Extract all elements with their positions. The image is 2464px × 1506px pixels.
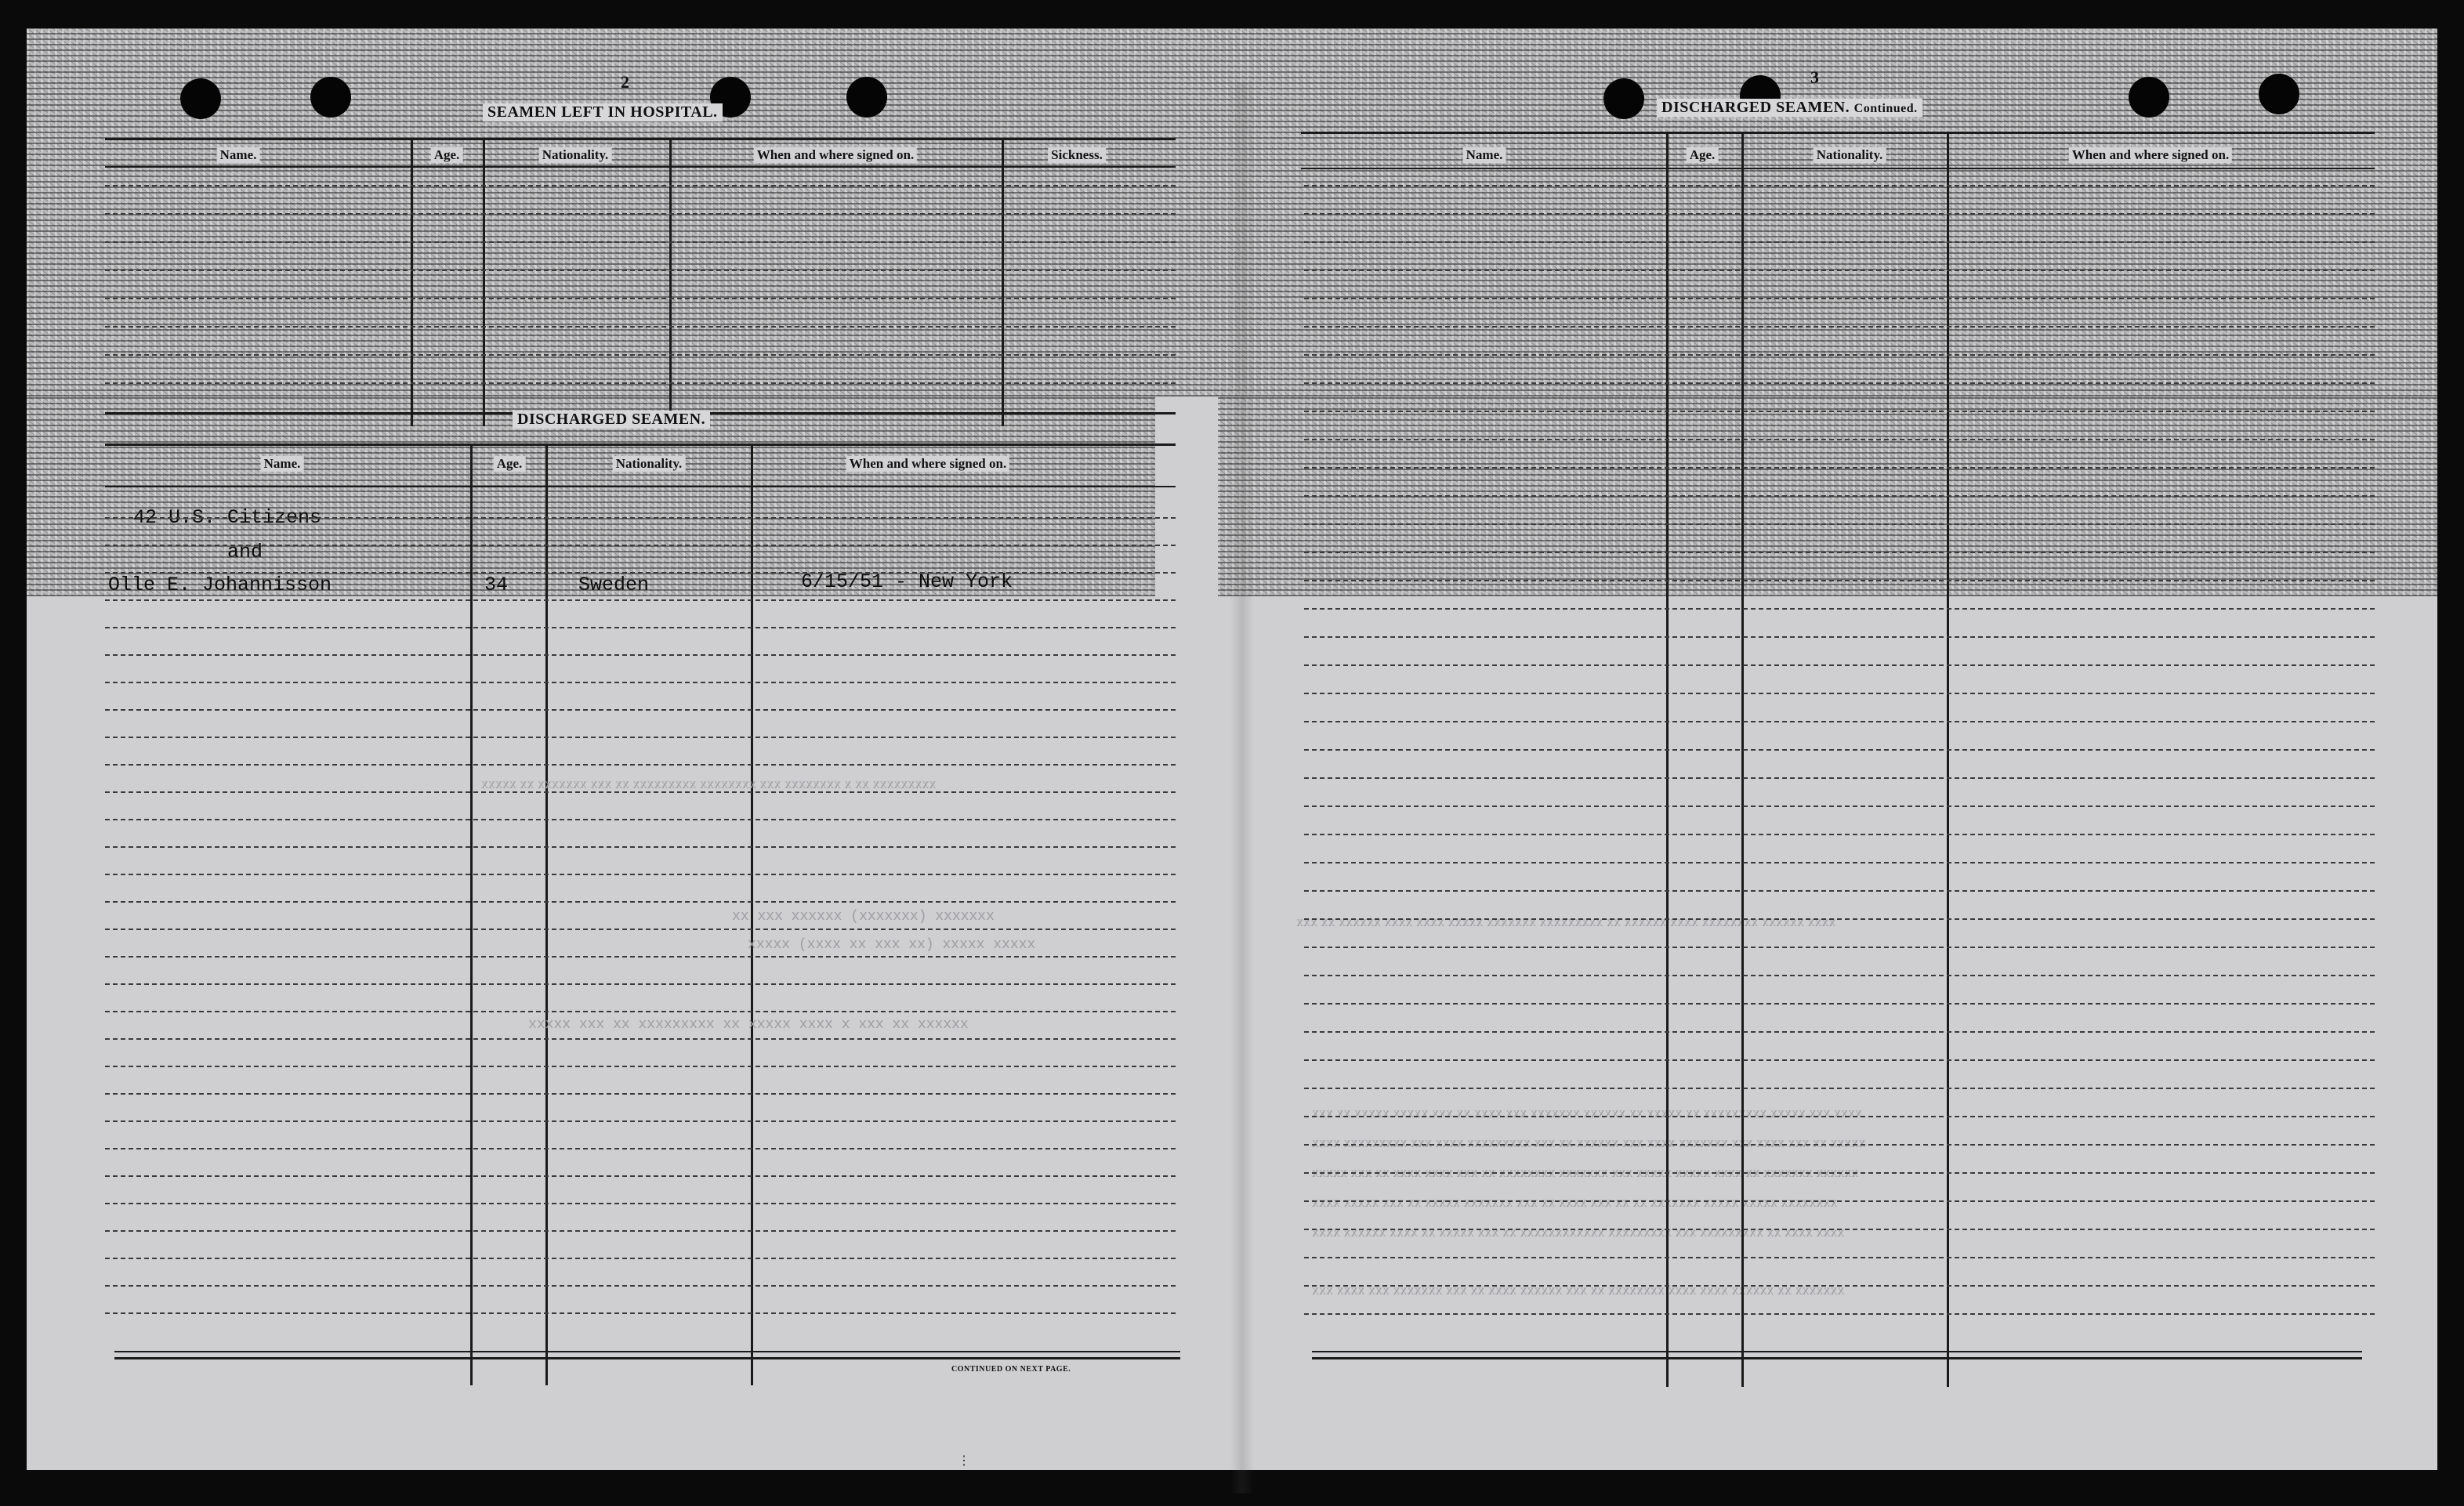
right-col-divider [1947,133,1949,1387]
discharged-section-title: DISCHARGED SEAMEN. [513,411,710,429]
ruled-line [105,1120,1176,1122]
discharged-col-signed-on: When and where signed on. [846,456,1009,472]
discharged-col-nationality: Nationality. [613,456,686,472]
ruled-line [105,326,1176,328]
hospital-col-signed-on: When and where signed on. [754,147,917,163]
ruled-line [1304,1116,2375,1117]
ruled-line [1304,382,2375,384]
ruled-line [1304,805,2375,807]
ruled-line [105,270,1176,271]
ruled-line [1304,1172,2375,1174]
punch-hole [846,77,887,118]
ruled-line [105,682,1176,683]
discharged-entry-age: 34 [484,574,509,596]
ruled-line [105,1148,1176,1149]
ruled-line [105,545,1176,546]
ruled-line [105,654,1176,656]
ruled-line [105,382,1176,384]
hospital-col-sickness: Sickness. [1048,147,1106,163]
ruled-line [1304,1313,2375,1315]
discharged-col-divider [545,445,548,1385]
bleed-through: xxxxxxxxx xx x xxxxxxxx xxx xxxxxxxx xxxxxxxxx xx xxx xxxxxxx xx xxxxx [481,776,937,791]
ruled-line [105,627,1176,628]
ruled-line [105,241,1176,243]
ruled-line [105,1093,1176,1095]
ruled-line [105,901,1176,903]
bleed-through: xxxxxx xxxxxxx xx xxxx xxxxx xxxxx xxx xxxxxxx xxxxxxxx xx xxx xxxx xxxx xx xxx xxxxx [1312,1164,1859,1180]
hospital-header-rule [105,166,1176,168]
punch-hole [2129,77,2169,118]
ruled-line [1304,552,2375,553]
ruled-line [1304,749,2375,751]
scanned-manifest-sheet [27,28,2437,1470]
ruled-line [1304,439,2375,440]
left-bottom-rule [114,1357,1180,1359]
bleed-through: xxxxxxx xx xxxxxx xxxx xxxx xxxxxxxx xx xxx xxxxxx xxxx xx xxx xxxxxxx xxx xxxx xxx [1312,1282,1845,1298]
ruled-line [1304,947,2375,948]
ruled-line [1304,1003,2375,1005]
ruled-line [1304,1285,2375,1287]
ruled-line [1304,636,2375,638]
ruled-line [1304,975,2375,976]
page-number-right: 3 [1810,67,1819,87]
ruled-line [105,1066,1176,1067]
ruled-line [105,983,1176,985]
scan-noise-left-edge [27,396,82,596]
right-section-title [1657,99,1922,117]
ruled-line [105,819,1176,820]
ruled-line [105,1175,1176,1177]
ruled-line [1304,213,2375,215]
bleed-through: xxxx xxxxxx xxxxxxxx xxxx xxxxxx xx xxxxxxxxx xxxxxxx xxxxx xxxx xxxx xxxxxx xx xxx [1296,914,1836,929]
ruled-line [1304,1229,2375,1230]
right-section-title-text: DISCHARGED SEAMEN. [1661,99,1850,116]
right-col-nationality: Nationality. [1814,147,1886,163]
discharged-col-divider [470,445,473,1385]
ruled-line [105,1011,1176,1012]
ruled-line [1304,834,2375,835]
ruled-line [105,1203,1176,1204]
ruled-line [105,929,1176,930]
ruled-line [1304,523,2375,525]
bleed-through: xxxxx xx xxx xxxx xxx xxxxxxx xxxx xxx xxxxxx xx xxx xxxxxxxxx xxxx xxx xxxxxxxxx xxxx [1312,1135,1866,1150]
ruled-line [1304,1200,2375,1202]
right-bottom-rule [1312,1351,2362,1352]
ruled-line [105,737,1176,738]
ruled-line [105,517,1176,519]
right-section-title-continued: Continued. [1853,102,1918,115]
continued-note: CONTINUED ON NEXT PAGE. [951,1365,1071,1374]
ruled-line [1304,270,2375,271]
hospital-table-top-rule [105,138,1176,140]
ruled-line [105,764,1176,766]
bleed-through: xxxx xxx xxxxx xxxxxxxxx xx xxxxx xx xxxxxx xxxxxxx xxx xxxx xx xxx xxxxx xxxxx xx xxx [1312,1105,1862,1120]
ruled-line [105,572,1176,574]
ruled-line [1304,326,2375,328]
ruled-line [1304,1031,2375,1033]
punch-hole [310,77,351,118]
bleed-through: xxxxxxx (xxxxxxx) xxxxxx xxx xx [732,909,995,925]
ruled-line [105,1258,1176,1259]
right-bottom-rule [1312,1357,2362,1359]
right-col-divider [1666,133,1669,1387]
discharged-entry-name: 42 U.S. Citizens [133,506,322,529]
ruled-line [1304,1059,2375,1061]
ruled-line [1304,721,2375,722]
discharged-entry-signed-on: 6/15/51 - New York [801,570,1013,593]
fold-mark: ⋮ [958,1454,970,1468]
right-col-age: Age. [1687,147,1719,163]
ruled-line [1304,298,2375,299]
ruled-line [105,298,1176,299]
ruled-line [1304,1257,2375,1258]
ruled-line [1304,862,2375,863]
discharged-entry-name: Olle E. Johannisson [108,574,332,596]
bleed-through: xxxxxxxx xxxxx xxxxx xxxxxxx xx xx xxx xxxx xx xxx xxxxxxx xxxxx xx xxx xxxxx xxxx [1312,1194,1838,1210]
left-bottom-rule [114,1351,1180,1352]
bleed-through: xxxxxx xx xxx x xxxx xxxxx xx xxxxxxxxx xx xxx xxxxx [528,1017,969,1033]
ruled-line [1304,777,2375,779]
punch-hole [2259,74,2299,114]
right-col-name: Name. [1463,147,1506,163]
ruled-line [1304,354,2375,356]
ruled-line [1304,580,2375,581]
right-col-divider [1741,133,1744,1387]
page-number-left: 2 [621,72,629,92]
ruled-line [1304,241,2375,243]
ruled-line [1304,495,2375,497]
ruled-line [1304,918,2375,920]
discharged-col-name: Name. [261,456,304,472]
ruled-line [1304,608,2375,610]
discharged-header-rule [105,486,1176,487]
ruled-line [105,185,1176,186]
ruled-line [105,1230,1176,1232]
right-header-rule [1301,168,2375,169]
ruled-line [105,1038,1176,1040]
ruled-line [1304,467,2375,469]
ruled-line [105,956,1176,958]
ruled-line [1304,1088,2375,1089]
ruled-line [1304,1144,2375,1146]
page-fold [1230,83,1254,1493]
right-col-signed-on: When and where signed on. [2069,147,2232,163]
ruled-line [105,1312,1176,1314]
ruled-line [1304,693,2375,694]
ruled-line [1304,664,2375,666]
discharged-entry-nationality: Sweden [578,574,650,596]
ruled-line [1304,185,2375,186]
ruled-line [1304,890,2375,892]
ruled-line [105,874,1176,875]
ruled-line [105,709,1176,711]
ruled-line [105,599,1176,601]
ruled-line [1304,411,2375,412]
right-table-top-rule [1301,132,2375,134]
ruled-line [105,354,1176,356]
hospital-section-title: SEAMEN LEFT IN HOSPITAL. [483,103,723,121]
discharged-col-age: Age. [494,456,526,472]
ruled-line [105,846,1176,848]
ruled-line [105,213,1176,215]
punch-hole [1603,78,1644,119]
ruled-line [105,1285,1176,1287]
discharged-table-top-rule [105,443,1176,446]
bleed-through: xxxxx xxxxx (xx xxx xx xxxx) xxxxx [748,937,1036,953]
discharged-entry-name: and [227,541,263,563]
punch-hole [180,78,221,119]
bleed-through: xxxx xxxx xx xxxxxxxxx xxx xxxxxxxxx xxxxxxxxxxxx xx xxx xxxxx xx xxxx xxxxxx xxxx [1312,1224,1845,1240]
hospital-col-nationality: Nationality. [539,147,612,163]
hospital-col-name: Name. [217,147,260,163]
hospital-col-age: Age. [431,147,463,163]
